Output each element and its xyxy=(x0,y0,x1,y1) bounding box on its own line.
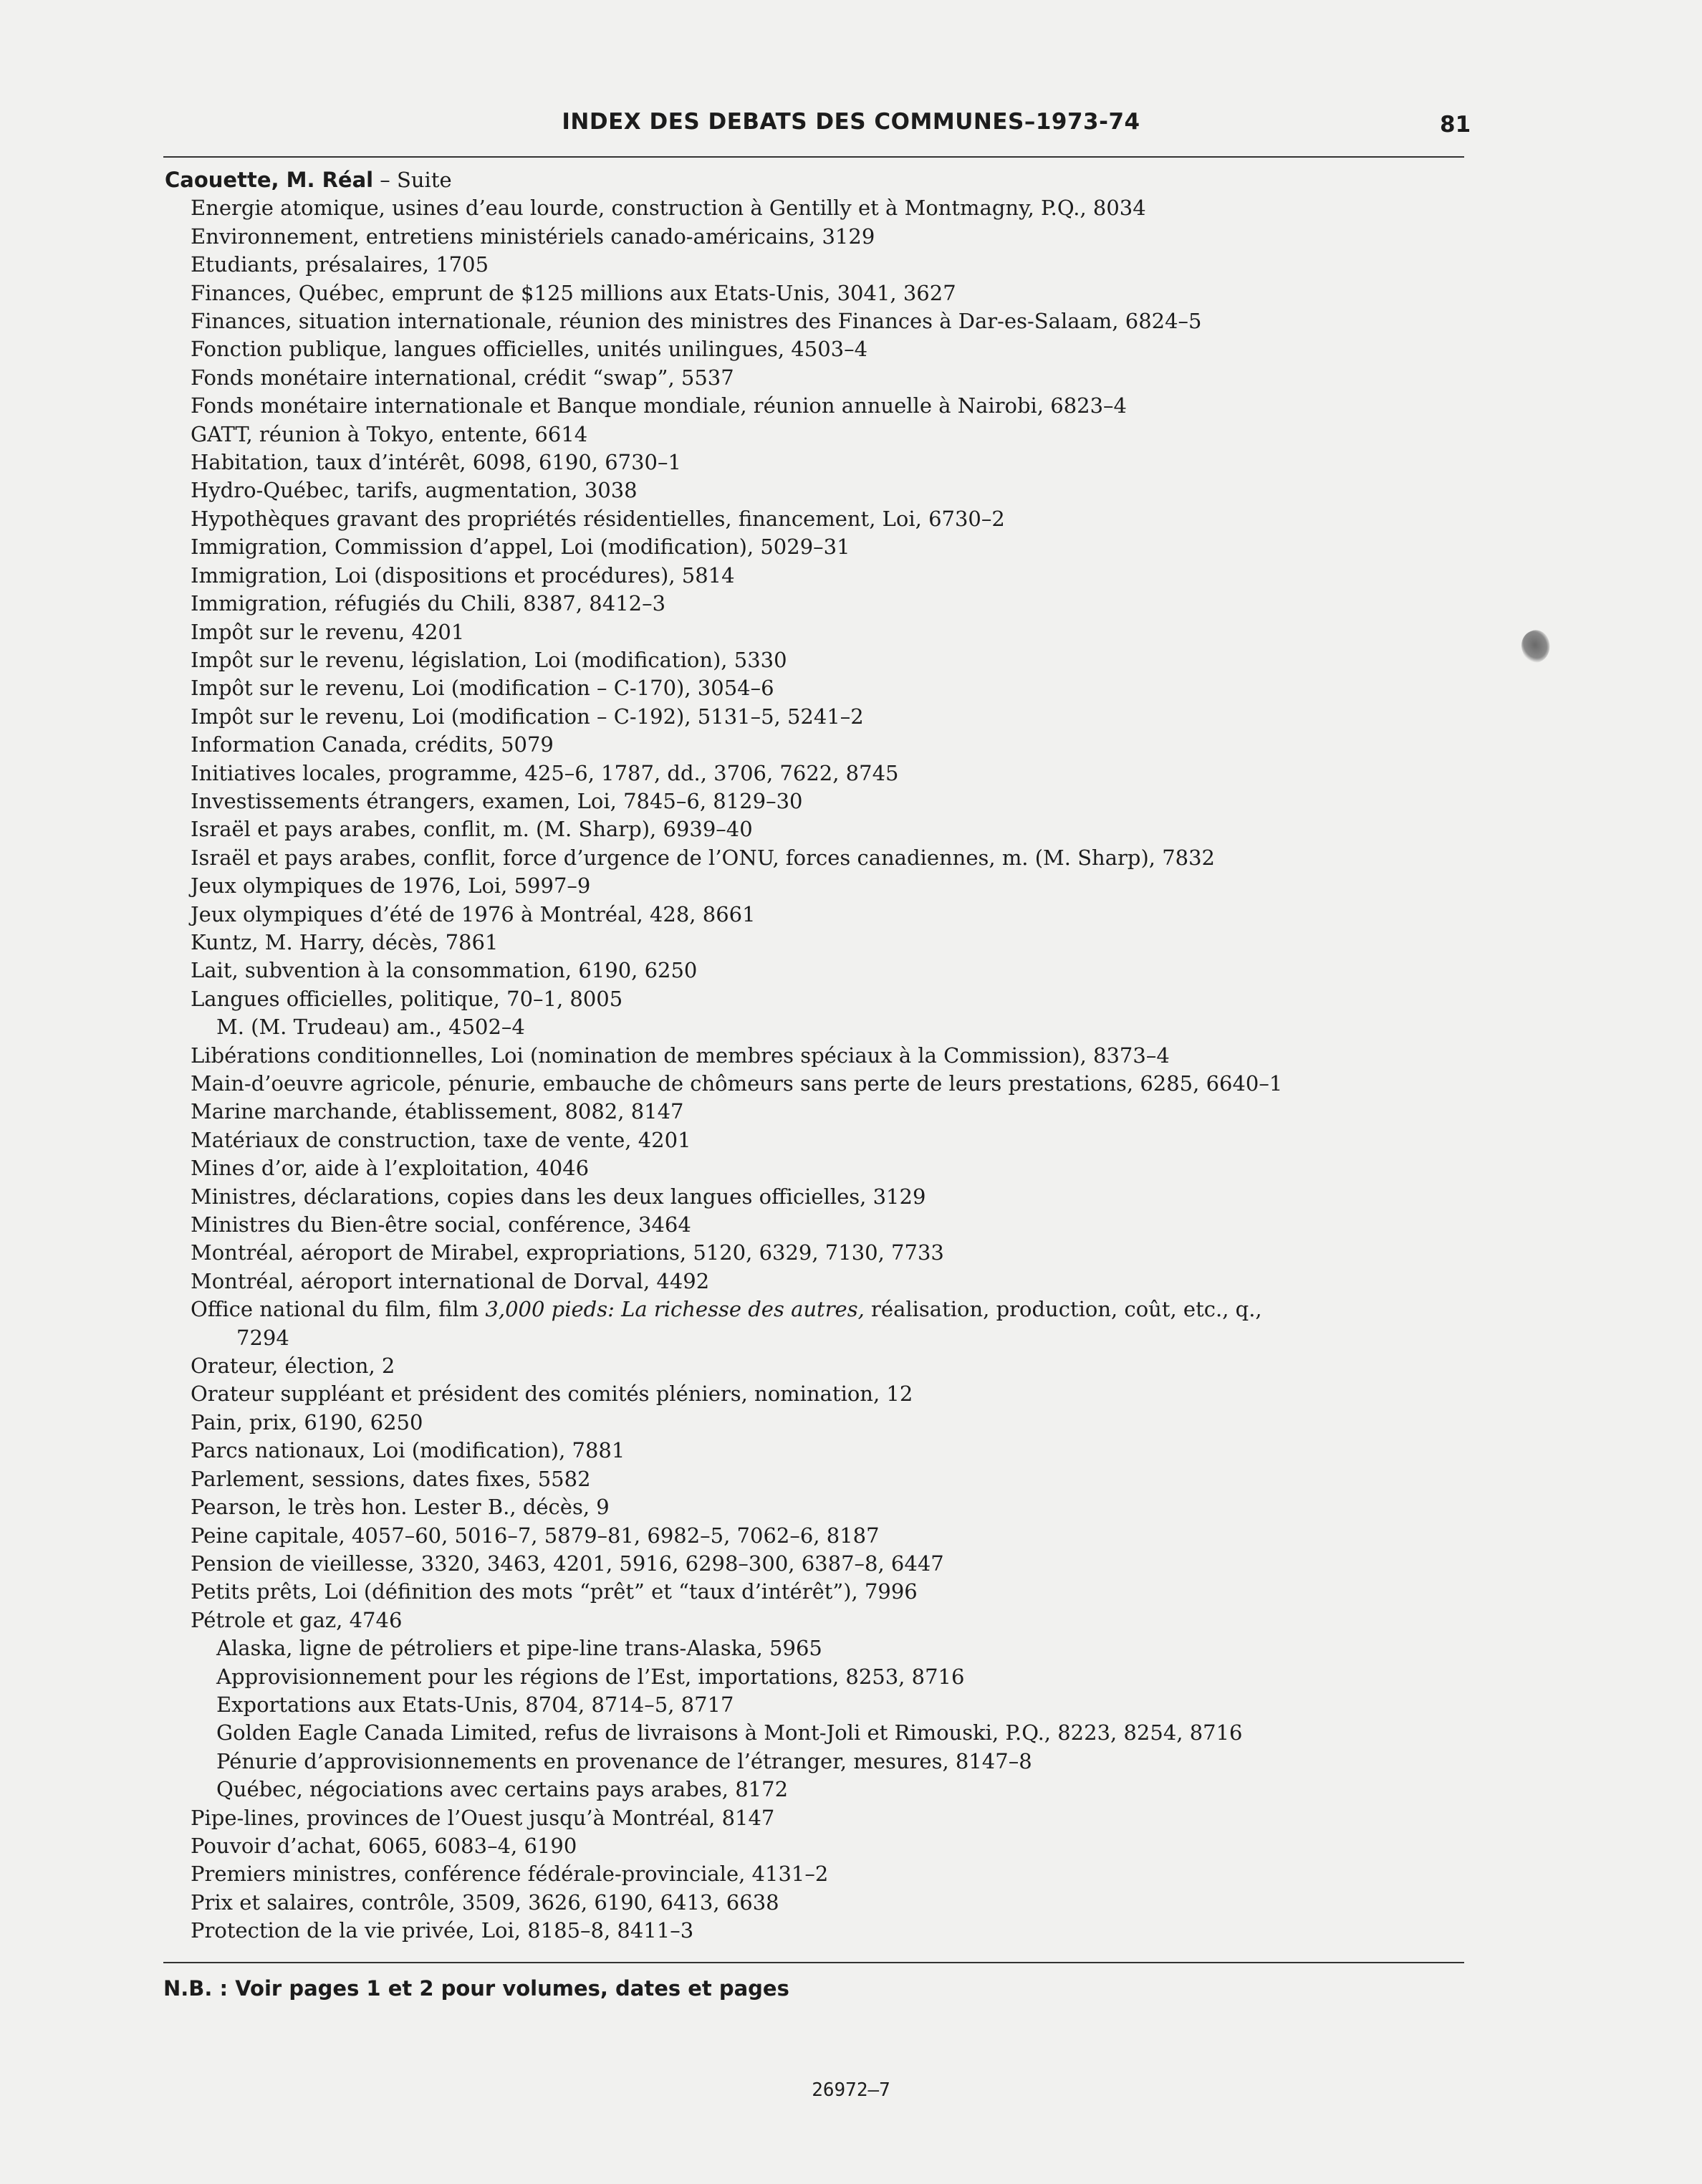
list-item: Mines d’or, aide à l’exploitation, 4046 xyxy=(191,1156,590,1181)
list-item: Prix et salaires, contrôle, 3509, 3626, 6190, 6413, 6638 xyxy=(191,1890,779,1915)
list-item: Immigration, Commission d’appel, Loi (modification), 5029–31 xyxy=(191,535,850,560)
index-heading-suffix: – Suite xyxy=(373,168,452,192)
list-item: Orateur, élection, 2 xyxy=(191,1354,395,1379)
list-item: Hydro-Québec, tarifs, augmentation, 3038 xyxy=(191,478,638,503)
list-item: Finances, situation internationale, réunion des ministres des Finances à Dar-es-Salaam, 6824–5 xyxy=(191,309,1202,334)
list-item: Fonds monétaire international, crédit “swap”, 5537 xyxy=(191,365,734,390)
list-item: Pouvoir d’achat, 6065, 6083–4, 6190 xyxy=(191,1833,577,1858)
list-item: Ministres, déclarations, copies dans les deux langues officielles, 3129 xyxy=(191,1184,926,1209)
footnote: N.B. : Voir pages 1 et 2 pour volumes, dates et pages xyxy=(163,1976,789,2001)
list-item: Etudiants, présalaires, 1705 xyxy=(191,252,489,277)
list-item: Approvisionnement pour les régions de l’Est, importations, 8253, 8716 xyxy=(216,1664,965,1689)
list-item: Main-d’oeuvre agricole, pénurie, embauche de chômeurs sans perte de leurs prestations, 6285, 6640–1 xyxy=(191,1071,1283,1096)
list-item: Pension de vieillesse, 3320, 3463, 4201, 5916, 6298–300, 6387–8, 6447 xyxy=(191,1551,944,1576)
entries-group-3 xyxy=(165,1804,1461,1945)
list-item: Pénurie d’approvisionnements en provenance de l’étranger, mesures, 8147–8 xyxy=(216,1748,1032,1773)
list-item: Fonction publique, langues officielles, unités unilingues, 4503–4 xyxy=(191,337,868,362)
header-rule xyxy=(163,156,1464,158)
petrole-subentries xyxy=(165,1634,1461,1804)
index-heading xyxy=(165,166,1461,194)
list-item: Pétrole et gaz, 4746 xyxy=(191,1607,403,1632)
list-item: Pain, prix, 6190, 6250 xyxy=(191,1409,423,1435)
list-item: Ministres du Bien-être social, conférence, 3464 xyxy=(191,1212,691,1237)
list-item: Montréal, aéroport international de Dorval, 4492 xyxy=(191,1268,710,1293)
list-item: Protection de la vie privée, Loi, 8185–8, 8411–3 xyxy=(191,1918,694,1943)
list-item: Environnement, entretiens ministériels canado-américains, 3129 xyxy=(191,224,875,249)
list-item: Matériaux de construction, taxe de vente, 4201 xyxy=(191,1127,691,1152)
entry-continuation: 7294 xyxy=(236,1325,289,1350)
entry-text: Office national du film, film xyxy=(191,1297,486,1322)
list-item: Impôt sur le revenu, Loi (modification – C-170), 3054–6 xyxy=(191,676,774,701)
list-item: Peine capitale, 4057–60, 5016–7, 5879–81, 6982–5, 7062–6, 8187 xyxy=(191,1523,880,1548)
list-item: Libérations conditionnelles, Loi (nomination de membres spéciaux à la Commission), 8373–4 xyxy=(191,1043,1170,1068)
list-item xyxy=(165,1295,1461,1352)
list-item: GATT, réunion à Tokyo, entente, 6614 xyxy=(191,421,588,446)
list-item: Energie atomique, usines d’eau lourde, construction à Gentilly et à Montmagny, P.Q., 8034 xyxy=(191,196,1146,221)
list-item: Jeux olympiques d’été de 1976 à Montréal, 428, 8661 xyxy=(191,901,756,926)
ink-stain xyxy=(1516,626,1556,667)
list-item: Québec, négociations avec certains pays arabes, 8172 xyxy=(216,1777,789,1802)
list-item: Parlement, sessions, dates fixes, 5582 xyxy=(191,1466,591,1491)
list-item: Pipe-lines, provinces de l’Ouest jusqu’à Montréal, 8147 xyxy=(191,1805,775,1830)
list-item: Impôt sur le revenu, Loi (modification – C-192), 5131–5, 5241–2 xyxy=(191,704,864,729)
list-item: Exportations aux Etats-Unis, 8704, 8714–5, 8717 xyxy=(216,1692,734,1717)
list-item: Premiers ministres, conférence fédérale-provinciale, 4131–2 xyxy=(191,1862,829,1887)
list-item: Jeux olympiques de 1976, Loi, 5997–9 xyxy=(191,873,591,899)
document-code: 26972–7 xyxy=(812,2079,890,2101)
list-item: Pearson, le très hon. Lester B., décès, 9 xyxy=(191,1495,610,1520)
list-item: Impôt sur le revenu, législation, Loi (modification), 5330 xyxy=(191,647,787,672)
list-item: Israël et pays arabes, conflit, m. (M. Sharp), 6939–40 xyxy=(191,817,753,842)
list-item: Immigration, Loi (dispositions et procédures), 5814 xyxy=(191,562,735,588)
entries-group-1 xyxy=(165,194,1461,1295)
list-item: Petits prêts, Loi (définition des mots “prêt” et “taux d’intérêt”), 7996 xyxy=(191,1579,918,1604)
list-item: Immigration, réfugiés du Chili, 8387, 8412–3 xyxy=(191,591,666,616)
list-item: Marine marchande, établissement, 8082, 8147 xyxy=(191,1099,684,1124)
footer-rule xyxy=(163,1962,1464,1963)
page-number: 81 xyxy=(1440,112,1471,138)
index-heading-name: Caouette, M. Réal xyxy=(165,168,374,192)
entry-text: réalisation, production, coût, etc., q., xyxy=(864,1297,1262,1322)
list-item: Initiatives locales, programme, 425–6, 1787, dd., 3706, 7622, 8745 xyxy=(191,760,899,785)
entries-group-2 xyxy=(165,1352,1461,1634)
list-item: Israël et pays arabes, conflit, force d’urgence de l’ONU, forces canadiennes, m. (M. Sharp), 7832 xyxy=(191,845,1216,870)
list-item: Finances, Québec, emprunt de $125 millions aux Etats-Unis, 3041, 3627 xyxy=(191,280,956,305)
film-title: 3,000 pieds: La richesse des autres, xyxy=(485,1297,865,1322)
list-item: Habitation, taux d’intérêt, 6098, 6190, 6730–1 xyxy=(191,450,681,475)
list-item: Golden Eagle Canada Limited, refus de livraisons à Mont-Joli et Rimouski, P.Q., 8223, 8254, 8716 xyxy=(216,1720,1243,1745)
list-item: Lait, subvention à la consommation, 6190, 6250 xyxy=(191,958,698,983)
list-item: Parcs nationaux, Loi (modification), 7881 xyxy=(191,1438,625,1463)
page-title: INDEX DES DEBATS DES COMMUNES–1973-74 xyxy=(562,109,1140,135)
list-item: M. (M. Trudeau) am., 4502–4 xyxy=(216,1015,525,1040)
list-item: Investissements étrangers, examen, Loi, 7845–6, 8129–30 xyxy=(191,788,803,813)
list-item: Kuntz, M. Harry, décès, 7861 xyxy=(191,929,499,954)
list-item: Orateur suppléant et président des comités pléniers, nomination, 12 xyxy=(191,1381,913,1407)
list-item: Hypothèques gravant des propriétés résidentielles, financement, Loi, 6730–2 xyxy=(191,506,1005,531)
list-item: Information Canada, crédits, 5079 xyxy=(191,732,554,757)
list-item: Montréal, aéroport de Mirabel, expropriations, 5120, 6329, 7130, 7733 xyxy=(191,1240,944,1265)
list-item: Alaska, ligne de pétroliers et pipe-line trans-Alaska, 5965 xyxy=(216,1636,822,1661)
index-body xyxy=(165,166,1461,1945)
list-item: Impôt sur le revenu, 4201 xyxy=(191,619,465,644)
list-item: Fonds monétaire internationale et Banque mondiale, réunion annuelle à Nairobi, 6823–4 xyxy=(191,393,1127,418)
list-item: Langues officielles, politique, 70–1, 8005 xyxy=(191,986,623,1011)
